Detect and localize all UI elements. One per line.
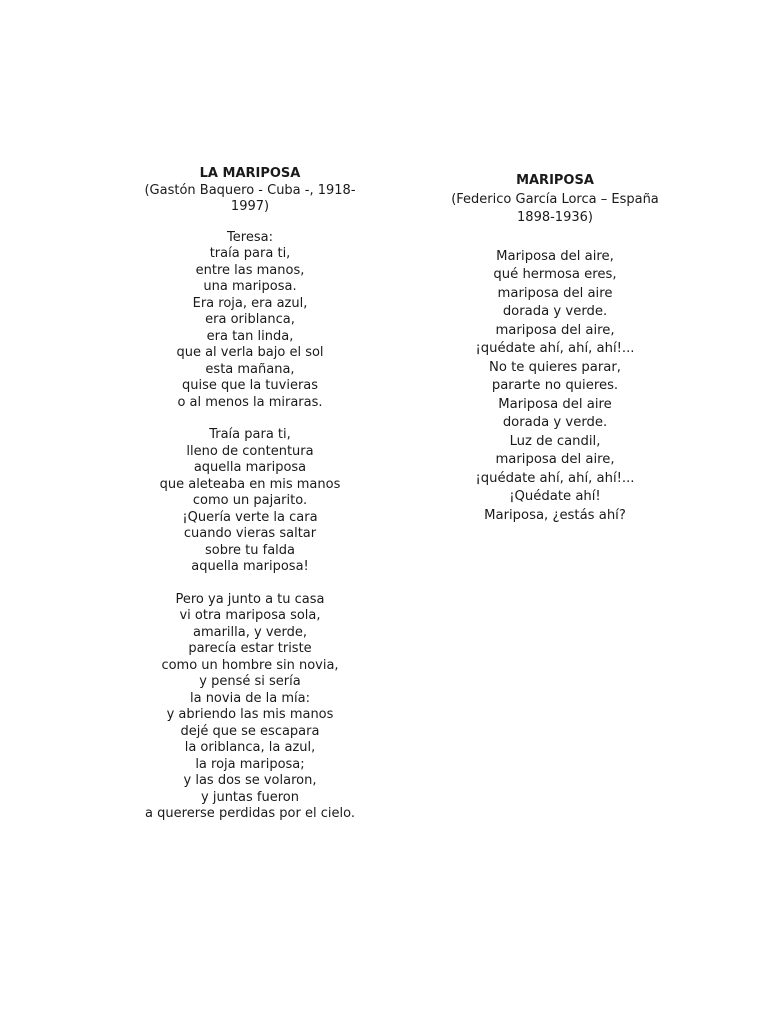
author-line: 1898-1936) [517,210,593,225]
poem-line: la roja mariposa; [195,756,305,772]
stanza [110,592,390,823]
poem-line: ¡Quédate ahí! [509,489,601,504]
poem-line: Luz de candil, [509,433,601,449]
poem-line: una mariposa. [203,279,297,294]
poem-line: Traía para ti, [209,427,291,442]
poem-author [405,191,705,228]
poem-line: y las dos se volaron, [183,773,317,788]
poem-line: Pero ya junto a tu casa [175,591,325,607]
poem-line: y abriendo las mis manos [166,707,334,722]
poem-line: era oriblanca, [205,312,295,327]
poem-line: y pensé si sería [199,674,301,689]
poem-line: o al menos la miraras. [177,394,323,410]
poem-line: pararte no quieres. [491,378,619,393]
poem-line: la novia de la mía: [189,690,311,706]
poem-line: traía para ti, [209,246,291,261]
author-line: (Gastón Baquero - Cuba -, 1918- [144,182,356,198]
poem-line: amarilla, y verde, [192,624,308,640]
poem-line: como un pajarito. [192,493,308,508]
poem-line: ¡quédate ahí, ahí, ahí!... [475,341,635,356]
poem-title: MARIPOSA [516,173,594,188]
poem-line: como un hombre sin novia, [161,657,339,673]
poem-la-mariposa [110,166,390,839]
poem-line: mariposa del aire, [495,322,615,338]
poem-line: a quererse perdidas por el cielo. [145,806,355,821]
poem-line: Mariposa, ¿estás ahí? [484,507,626,523]
poem-line: dejé que se escapara [180,723,320,739]
stanza [110,230,390,412]
poem-line: Era roja, era azul, [192,295,308,311]
poem-line: cuando vieras saltar [183,526,317,541]
poem-line: ¡quédate ahí, ahí, ahí!... [475,470,635,486]
poem-line: No te quieres parar, [489,359,621,375]
poem-line: ¡Quería verte la cara [182,509,318,525]
poem-line: dorada y verde. [502,415,608,430]
poem-body [110,230,390,823]
poem-line: dorada y verde. [502,304,608,319]
poem-line: entre las manos, [195,262,305,278]
poem-line: aquella mariposa! [191,559,309,574]
author-line: (Federico García Lorca – España [451,191,659,207]
poem-line: Teresa: [227,229,273,245]
poem-body [405,248,705,526]
poem-line: vi otra mariposa sola, [179,608,321,623]
poem-line: qué hermosa eres, [493,267,617,282]
poem-mariposa [405,172,705,525]
author-line: 1997) [230,199,270,214]
poem-line: Mariposa del aire, [496,248,614,264]
poem-line: aquella mariposa [193,460,307,475]
poem-line: que al verla bajo el sol [176,345,324,360]
poem-line: Mariposa del aire [498,396,612,412]
poem-line: sobre tu falda [204,542,295,558]
poem-line: y juntas fueron [201,789,299,805]
poem-author [110,183,390,216]
poem-line: parecía estar triste [188,641,312,656]
poem-line: era tan linda, [206,328,294,344]
poem-line: la oriblanca, la azul, [184,740,316,755]
poem-line: mariposa del aire [497,285,613,301]
poem-title: LA MARIPOSA [199,166,301,181]
poem-line: lleno de contentura [186,443,314,459]
poem-line: esta mañana, [205,361,295,377]
poem-line: mariposa del aire, [495,452,615,467]
poem-line: que aleteaba en mis manos [159,476,341,492]
poem-line: quise que la tuvieras [181,378,319,393]
stanza [110,427,390,576]
